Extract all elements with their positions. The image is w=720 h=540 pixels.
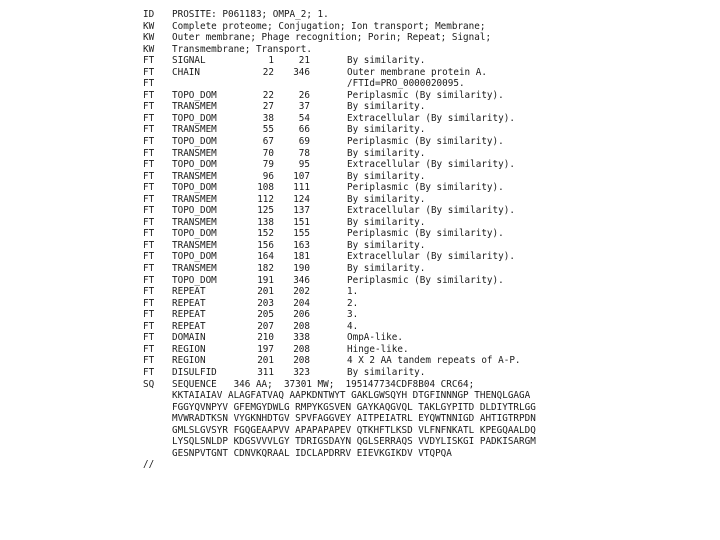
line-code: FT <box>143 355 155 367</box>
feature-key: TRANSMEM <box>172 216 217 228</box>
feature-description: Extracellular (By similarity). <box>347 112 515 124</box>
feature-line <box>143 194 536 206</box>
feature-from: 182 <box>257 263 274 275</box>
feature-line <box>143 228 536 240</box>
feature-from: 55 <box>262 124 274 136</box>
feature-from: 108 <box>257 182 274 194</box>
feature-key: SIGNAL <box>172 55 206 67</box>
sequence-line <box>143 425 536 437</box>
feature-line <box>143 171 536 183</box>
feature-from: 1 <box>268 55 274 67</box>
feature-description: By similarity. <box>347 147 426 159</box>
feature-from: 156 <box>257 239 274 251</box>
feature-description: By similarity. <box>347 55 426 67</box>
header-line <box>143 32 536 44</box>
feature-key: TOPO_DOM <box>172 136 217 148</box>
feature-to: 78 <box>298 147 310 159</box>
header-text: Complete proteome; Conjugation; Ion transport; Membrane; <box>172 20 486 32</box>
feature-description: 3. <box>347 309 359 321</box>
feature-to: 204 <box>293 297 310 309</box>
feature-description: Periplasmic (By similarity). <box>347 136 504 148</box>
feature-description: 1. <box>347 286 359 298</box>
feature-key: DISULFID <box>172 366 217 378</box>
feature-key: REPEAT <box>172 286 206 298</box>
feature-line <box>143 217 536 229</box>
line-code: FT <box>143 366 155 378</box>
feature-description: Extracellular (By similarity). <box>347 251 515 263</box>
sequence-residues: KKTAIAIAV ALAGFATVAQ AAPKDNTWYT GAKLGWSQYH DTGFINNNGP THENQLGAGA <box>172 390 531 402</box>
feature-line <box>143 251 536 263</box>
line-code: ID <box>143 9 155 20</box>
feature-from: 112 <box>257 193 274 205</box>
sequence-line <box>143 448 536 460</box>
line-code: FT <box>143 136 155 148</box>
feature-line <box>143 298 536 310</box>
feature-description: /FTId=PRO_0000020095. <box>347 78 465 90</box>
feature-to: 206 <box>293 309 310 321</box>
feature-from: 164 <box>257 251 274 263</box>
feature-line <box>143 55 536 67</box>
line-code: FT <box>143 239 155 251</box>
feature-description: 4. <box>347 320 359 332</box>
feature-from: 311 <box>257 366 274 378</box>
sequence-residues: GESNPVTGNT CDNVKQRAAL IDCLAPDRRV EIEVKGIKDV VTQPQA <box>172 447 452 459</box>
feature-to: 69 <box>298 136 310 148</box>
line-code: FT <box>143 112 155 124</box>
feature-to: 137 <box>293 205 310 217</box>
feature-to: 111 <box>293 182 310 194</box>
line-code: SQ <box>143 378 155 390</box>
feature-line <box>143 113 536 125</box>
feature-from: 201 <box>257 355 274 367</box>
sequence-residues: MVWRADTKSN VYGKNHDTGV SPVFAGGVEY AITPEIATRL EYQWTNNIGD AHTIGTRPDN <box>172 413 536 425</box>
header-line <box>143 44 536 56</box>
line-code: FT <box>143 182 155 194</box>
feature-description: OmpA-like. <box>347 332 403 344</box>
feature-to: 346 <box>293 66 310 78</box>
feature-to: 190 <box>293 263 310 275</box>
header-text: Outer membrane; Phage recognition; Porin; Repeat; Signal; <box>172 32 492 44</box>
feature-to: 346 <box>293 274 310 286</box>
record-terminator <box>143 459 536 471</box>
feature-line <box>143 182 536 194</box>
feature-description: By similarity. <box>347 193 426 205</box>
feature-to: 151 <box>293 216 310 228</box>
feature-key: REPEAT <box>172 320 206 332</box>
feature-key: TOPO_DOM <box>172 205 217 217</box>
line-code: KW <box>143 43 155 55</box>
feature-key: TRANSMEM <box>172 101 217 113</box>
line-code: FT <box>143 78 155 90</box>
feature-line <box>143 205 536 217</box>
feature-from: 138 <box>257 216 274 228</box>
feature-key: TRANSMEM <box>172 193 217 205</box>
feature-description: Extracellular (By similarity). <box>347 159 515 171</box>
line-code: FT <box>143 147 155 159</box>
sequence-line <box>143 402 536 414</box>
line-code: FT <box>143 251 155 263</box>
feature-from: 27 <box>262 101 274 113</box>
header-line <box>143 9 536 21</box>
feature-key: TRANSMEM <box>172 263 217 275</box>
feature-from: 203 <box>257 297 274 309</box>
feature-description: By similarity. <box>347 170 426 182</box>
feature-to: 37 <box>298 101 310 113</box>
feature-line <box>143 367 536 379</box>
line-code: KW <box>143 32 155 44</box>
feature-from: 38 <box>262 112 274 124</box>
feature-from: 67 <box>262 136 274 148</box>
feature-from: 125 <box>257 205 274 217</box>
feature-line <box>143 136 536 148</box>
line-code: FT <box>143 343 155 355</box>
line-code: FT <box>143 159 155 171</box>
sequence-residues: FGGYQVNPYV GFEMGYDWLG RMPYKGSVEN GAYKAQGVQL TAKLGYPITD DLDIYTRLGG <box>172 401 536 413</box>
line-code: FT <box>143 216 155 228</box>
feature-description: Extracellular (By similarity). <box>347 205 515 217</box>
feature-to: 323 <box>293 366 310 378</box>
line-code: FT <box>143 205 155 217</box>
feature-to: 181 <box>293 251 310 263</box>
feature-to: 208 <box>293 355 310 367</box>
feature-to: 163 <box>293 239 310 251</box>
feature-key: TOPO_DOM <box>172 89 217 101</box>
sequence-header: SEQUENCE 346 AA; 37301 MW; 195147734CDF8B04 CRC64; <box>172 378 475 390</box>
feature-line <box>143 332 536 344</box>
line-code: KW <box>143 20 155 32</box>
feature-line <box>143 101 536 113</box>
feature-line <box>143 263 536 275</box>
feature-from: 70 <box>262 147 274 159</box>
line-code: FT <box>143 286 155 298</box>
feature-description: By similarity. <box>347 216 426 228</box>
feature-line <box>143 321 536 333</box>
feature-from: 152 <box>257 228 274 240</box>
feature-key: TRANSMEM <box>172 170 217 182</box>
feature-from: 201 <box>257 286 274 298</box>
line-code: FT <box>143 297 155 309</box>
feature-from: 79 <box>262 159 274 171</box>
feature-to: 26 <box>298 89 310 101</box>
feature-from: 207 <box>257 320 274 332</box>
feature-from: 22 <box>262 89 274 101</box>
line-code: FT <box>143 89 155 101</box>
feature-from: 197 <box>257 343 274 355</box>
feature-from: 96 <box>262 170 274 182</box>
feature-description: By similarity. <box>347 101 426 113</box>
line-code: FT <box>143 320 155 332</box>
sequence-line <box>143 413 536 425</box>
line-code: FT <box>143 309 155 321</box>
feature-from: 191 <box>257 274 274 286</box>
feature-key: TOPO_DOM <box>172 228 217 240</box>
feature-description: By similarity. <box>347 239 426 251</box>
feature-key: REPEAT <box>172 297 206 309</box>
sequence-line <box>143 390 536 402</box>
line-code: FT <box>143 66 155 78</box>
feature-to: 107 <box>293 170 310 182</box>
feature-to: 95 <box>298 159 310 171</box>
feature-to: 124 <box>293 193 310 205</box>
feature-key: REGION <box>172 355 206 367</box>
line-code: FT <box>143 124 155 136</box>
terminator: // <box>143 459 155 471</box>
feature-description: 2. <box>347 297 359 309</box>
feature-from: 22 <box>262 66 274 78</box>
feature-description: Periplasmic (By similarity). <box>347 228 504 240</box>
feature-key: REPEAT <box>172 309 206 321</box>
feature-line <box>143 275 536 287</box>
feature-key: TOPO_DOM <box>172 251 217 263</box>
sequence-header-line <box>143 379 536 391</box>
header-text: Transmembrane; Transport. <box>172 43 312 55</box>
feature-line <box>143 124 536 136</box>
feature-description: By similarity. <box>347 263 426 275</box>
feature-line <box>143 78 536 90</box>
feature-line <box>143 90 536 102</box>
line-code: FT <box>143 170 155 182</box>
feature-to: 155 <box>293 228 310 240</box>
sequence-residues: LYSQLSNLDP KDGSVVVLGY TDRIGSDAYN QGLSERRAQS VVDYLISKGI PADKISARGM <box>172 436 536 448</box>
feature-description: Hinge-like. <box>347 343 409 355</box>
feature-description: Periplasmic (By similarity). <box>347 274 504 286</box>
feature-key: TRANSMEM <box>172 147 217 159</box>
feature-line <box>143 67 536 79</box>
feature-to: 66 <box>298 124 310 136</box>
feature-line <box>143 148 536 160</box>
feature-key: TRANSMEM <box>172 124 217 136</box>
feature-to: 208 <box>293 320 310 332</box>
feature-description: 4 X 2 AA tandem repeats of A-P. <box>347 355 521 367</box>
feature-line <box>143 159 536 171</box>
line-code: FT <box>143 55 155 67</box>
sequence-residues: GMLSLGVSYR FGQGEAAPVV APAPAPAPEV QTKHFTLKSD VLFNFNKATL KPEGQAALDQ <box>172 424 536 436</box>
feature-key: DOMAIN <box>172 332 206 344</box>
feature-key: TOPO_DOM <box>172 182 217 194</box>
feature-description: Periplasmic (By similarity). <box>347 89 504 101</box>
feature-from: 205 <box>257 309 274 321</box>
feature-to: 338 <box>293 332 310 344</box>
feature-key: CHAIN <box>172 66 200 78</box>
feature-key: TOPO_DOM <box>172 159 217 171</box>
feature-line <box>143 344 536 356</box>
header-line <box>143 21 536 33</box>
feature-from: 210 <box>257 332 274 344</box>
feature-description: Periplasmic (By similarity). <box>347 182 504 194</box>
feature-key: REGION <box>172 343 206 355</box>
feature-description: By similarity. <box>347 366 426 378</box>
feature-to: 21 <box>298 55 310 67</box>
feature-to: 208 <box>293 343 310 355</box>
feature-line <box>143 309 536 321</box>
feature-to: 202 <box>293 286 310 298</box>
line-code: FT <box>143 101 155 113</box>
feature-key: TRANSMEM <box>172 239 217 251</box>
sequence-line <box>143 436 536 448</box>
feature-line <box>143 240 536 252</box>
feature-key: TOPO_DOM <box>172 112 217 124</box>
feature-description: Outer membrane protein A. <box>347 66 487 78</box>
line-code: FT <box>143 193 155 205</box>
line-code: FT <box>143 274 155 286</box>
feature-key: TOPO_DOM <box>172 274 217 286</box>
feature-description: By similarity. <box>347 124 426 136</box>
feature-line <box>143 355 536 367</box>
line-code: FT <box>143 228 155 240</box>
line-code: FT <box>143 263 155 275</box>
feature-line <box>143 286 536 298</box>
header-text: PROSITE: P061183; OMPA_2; 1. <box>172 9 329 20</box>
line-code: FT <box>143 332 155 344</box>
uniprot-record <box>143 9 536 471</box>
feature-to: 54 <box>298 112 310 124</box>
